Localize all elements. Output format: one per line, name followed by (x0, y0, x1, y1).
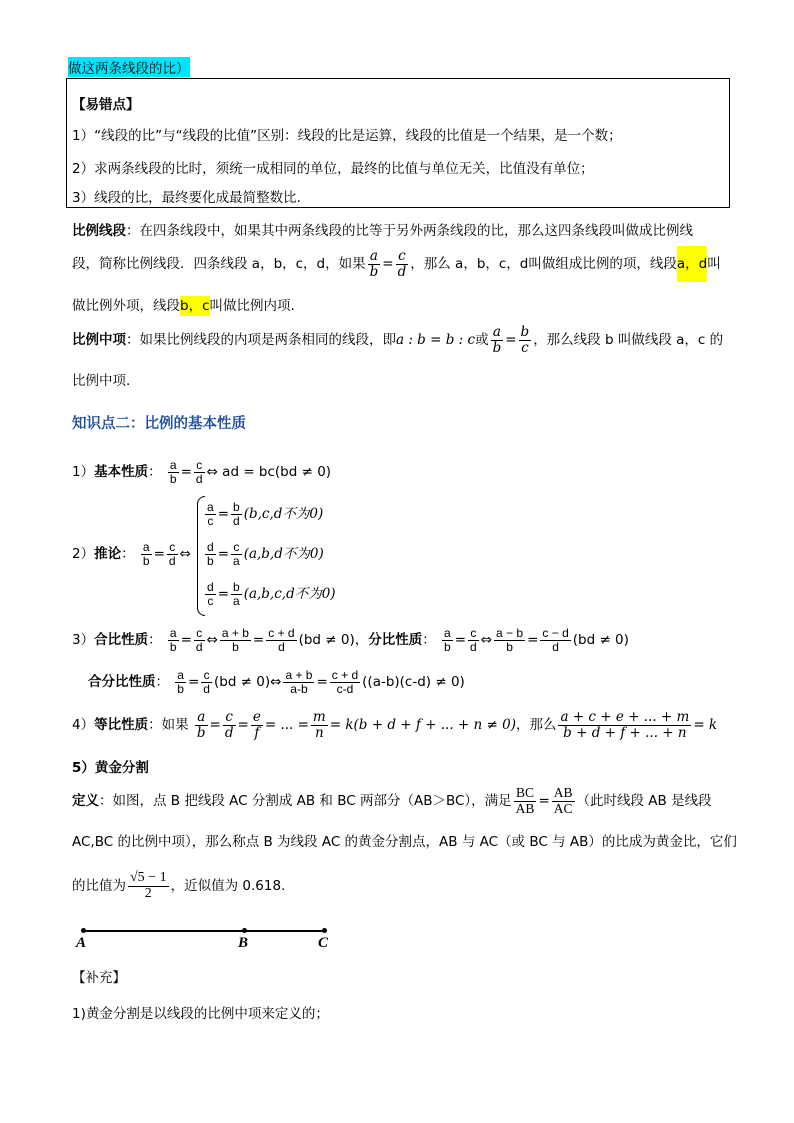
mean-prop-ratio: a : b = b : c (396, 332, 476, 348)
mean-prop-line1: 比例中项：如果比例线段的内项是两条相同的线段，即a : b = b : c或 $\frac{a}{b}$ = $\frac{b}{c}$ ，那么线段 b 叫做线段 a，c 的 (72, 324, 724, 356)
addition-property: 3）合比性质： $\frac{a}{b}$ = $\frac{c}{d}$ ⇔ $\frac{a + b}{b}$ = $\frac{c + d}{d}$ (bd ≠ 0)，分比性质： $\frac{a}{b}$ = $\frac{c}{d}$ ⇔ $\frac{a - b}{b}$ = $\frac{c - d}{d}$ (bd ≠ 0) (72, 625, 629, 654)
supplement-title: 【补充】 (72, 970, 126, 986)
error-point-1: 1）“线段的比”与“线段的比值”区别：线段的比是运算，线段的比值是一个结果，是一个数； (72, 128, 622, 144)
equal-ratio-property: 4）等比性质：如果 $\frac{a}{b}$ = $\frac{c}{d}$ = $\frac{e}{f}$ = ... = $\frac{m}{n}$ = k(b + d + f + ... + n ≠ 0)，那么 $\frac{a + c + e + ... + m}{b + d + f + ... + n}$ = k (72, 709, 718, 741)
top-fragment: 做这两条线段的比） (68, 57, 190, 77)
corollary-row-1: $\frac{a}{c}$ = $\frac{b}{d}$ (b,c,d不为0) (207, 499, 324, 528)
segment-ac (83, 930, 326, 932)
corollary-term: 推论 (94, 546, 122, 562)
golden-section-heading: 5）黄金分割 (72, 760, 149, 776)
mean-prop-text-a: ：如果比例线段的内项是两条相同的线段，即 (126, 332, 396, 348)
error-points-title: 【易错点】 (72, 97, 140, 113)
mean-prop-line2: 比例中项. (72, 373, 131, 389)
corollary-row-3: $\frac{d}{c}$ = $\frac{b}{a}$ (a,b,c,d不为0) (207, 579, 336, 608)
point-c-label: C (318, 935, 329, 951)
fraction-a-b-2: $\frac{a}{b}$ (492, 324, 502, 356)
mean-prop-text-b: ，那么线段 b 叫做线段 a，c 的 (533, 332, 724, 348)
inner-terms-highlight: b，c (180, 298, 210, 314)
prop-segment-line1 (72, 219, 693, 239)
prop-segment-text2b: ，那么 a，b，c，d叫做组成比例的项，线段 (410, 256, 677, 272)
addition-property-term: 合比性质 (94, 632, 149, 648)
equal-ratio-term: 等比性质 (94, 717, 149, 733)
combined-property-term: 合分比性质 (88, 674, 156, 690)
basic-property: 1）基本性质： $\frac{a}{b}$ = $\frac{c}{d}$ ⇔ ad = bc(bd ≠ 0) (72, 457, 332, 486)
fraction-c-d: $\frac{c}{d}$ (397, 248, 407, 280)
basic-property-term: 基本性质 (94, 464, 149, 480)
golden-def-line2: AC,BC 的比例中项），那么称点 B 为线段 AC 的黄金分割点，AB 与 AC（或 BC 与 AB）的比成为黄金比，它们 (72, 834, 737, 850)
combined-property: 合分比性质： $\frac{a}{b}$ = $\frac{c}{d}$ (bd ≠ 0)⇔ $\frac{a + b}{a-b}$ = $\frac{c + d}{c-d}$ ((a-b)(c-d) ≠ 0) (88, 667, 465, 696)
prop-segment-text3b: 叫做比例内项. (209, 298, 295, 314)
prop-segment-term: 比例线段 (72, 223, 126, 239)
point-a-label: A (76, 935, 87, 951)
prop-segment-line3 (72, 294, 295, 314)
fraction-a-b: $\frac{a}{b}$ (369, 248, 379, 280)
prop-segment-text3a: 做比例外项，线段 (72, 298, 180, 314)
mean-prop-or: 或 (475, 332, 489, 348)
prop-segment-text2a: 段，简称比例线段．四条线段 a，b，c，d，如果 (72, 256, 366, 272)
section-title-properties: 知识点二：比例的基本性质 (72, 416, 246, 432)
subtraction-property-term: 分比性质 (368, 632, 423, 648)
corollary-row-2: $\frac{d}{b}$ = $\frac{c}{a}$ (a,b,d不为0) (207, 539, 324, 568)
golden-def-line3: 的比值为 $\frac{√5 - 1}{2}$ ，近似值为 0.618. (72, 869, 286, 901)
golden-def-term: 定义 (72, 793, 99, 809)
point-b-label: B (238, 935, 249, 951)
error-point-3: 3）线段的比，最终要化成最简整数比. (72, 190, 301, 206)
golden-ratio-numerator: √5 − 1 (130, 869, 167, 885)
outer-terms-highlight: a，d (677, 246, 707, 282)
fraction-b-c: $\frac{b}{c}$ (520, 324, 530, 356)
corollary-lead: 2）推论： $\frac{a}{b}$ = $\frac{c}{d}$ ⇔ (72, 539, 191, 568)
prop-segment-text1: ：在四条线段中，如果其中两条线段的比等于另外两条线段的比，那么这四条线段叫做成比例线 (126, 223, 693, 239)
point-c-dot (322, 928, 327, 933)
golden-def-line1: 定义：如图，点 B 把线段 AC 分割成 AB 和 BC 两部分（AB＞BC），满足 $\frac{BC}{AB}$ = $\frac{AB}{AC}$ （此时线段 AB 是线段 (72, 785, 712, 816)
error-point-2: 2）求两条线段的比时，须统一成相同的单位，最终的比值与单位无关，比值没有单位； (72, 161, 594, 177)
basic-property-rhs: ⇔ ad = bc(bd ≠ 0) (206, 464, 332, 480)
point-b-dot (242, 928, 247, 933)
supplement-item-1: 1)黄金分割是以线段的比例中项来定义的； (72, 1006, 329, 1022)
prop-segment-line2: 段，简称比例线段．四条线段 a，b，c，d，如果 $\frac{a}{b}$ = $\frac{c}{d}$ ，那么 a，b，c，d叫做组成比例的项，线段a，d叫 (72, 246, 721, 282)
prop-segment-text2c: 叫 (707, 256, 721, 272)
mean-prop-term: 比例中项 (72, 332, 126, 348)
point-a-dot (81, 928, 86, 933)
